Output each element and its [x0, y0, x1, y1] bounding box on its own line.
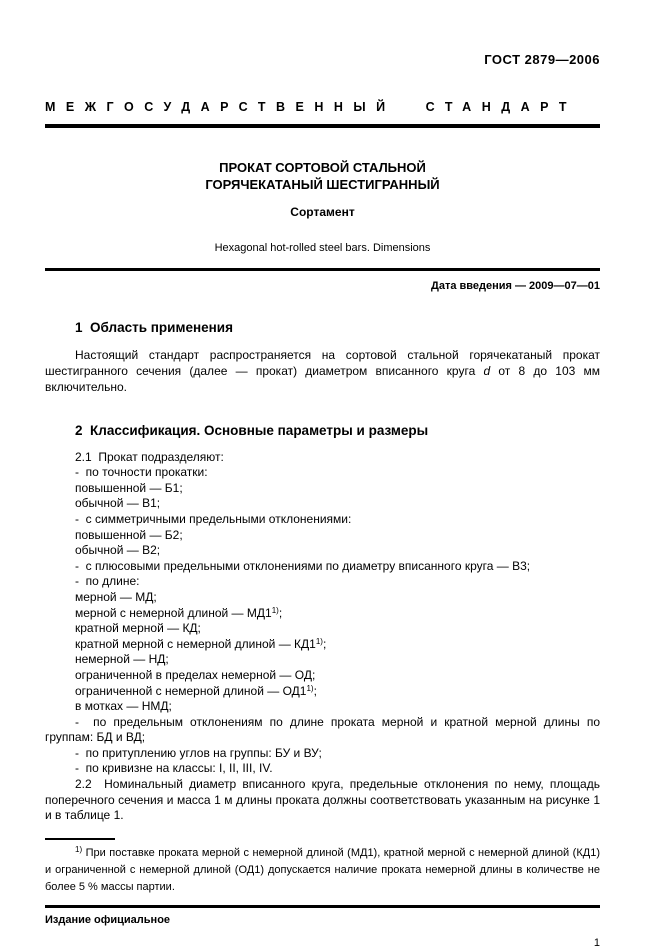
footnote-reference: 1)	[315, 636, 323, 646]
footnote-reference: 1)	[306, 683, 314, 693]
title-block	[45, 159, 600, 255]
footnote-marker: 1)	[75, 844, 83, 854]
effective-date: Дата введения — 2009—07—01	[431, 280, 600, 292]
list-item: - по длине:	[75, 574, 140, 589]
list-item: ограниченной с немерной длиной — ОД1$^{1)}$;	[75, 683, 317, 698]
list-item: кратной мерной — КД;	[75, 621, 201, 636]
list-item: обычной — В2;	[75, 543, 161, 558]
list-item: 2.1 Прокат подразделяют:	[75, 449, 224, 464]
footer-divider-rule	[45, 905, 600, 908]
document-subtitle-english: Hexagonal hot-rolled steel bars. Dimensions	[214, 242, 431, 254]
section2-paragraph-22: 2.2 Номинальный диаметр вписанного круга, предельные отклонения по нему, площадь поперечного сечения и масса 1 м длины проката должны соответствовать указанным на рисунке 1 и в таблице 1.	[45, 777, 600, 823]
page-number: 1	[593, 936, 600, 949]
header-divider-rule	[45, 124, 600, 128]
section1-paragraph-before: Настоящий стандарт распространяется на сортовой стальной горячекатаный прокат шестигранного сечения (далее — прокат) диаметром вписанного круга	[45, 348, 600, 379]
list-item: - по притуплению углов на группы: БУ и ВУ;	[75, 745, 322, 760]
standard-type-label: МЕЖГОСУДАРСТВЕННЫЙ СТАНДАРТ	[45, 100, 577, 114]
list-item: повышенной — Б2;	[75, 527, 183, 542]
list-item: мерной — МД;	[75, 589, 157, 604]
list-item: - по предельным отклонениям по длине проката мерной и кратной мерной длины по группам: БД и ВД;	[45, 714, 600, 745]
document-title-line2: ГОРЯЧЕКАТАНЫЙ ШЕСТИГРАННЫЙ	[205, 177, 440, 192]
mid-divider-rule	[45, 268, 600, 271]
section1-paragraph	[45, 347, 600, 396]
list-item: кратной мерной с немерной длиной — КД1$^{1)}$;	[75, 636, 327, 651]
section1-heading: 1 Область применения	[75, 320, 233, 335]
document-subtitle: Сортамент	[290, 205, 355, 219]
footnote-reference: 1)	[271, 605, 279, 615]
document-title-line1: ПРОКАТ СОРТОВОЙ СТАЛЬНОЙ	[219, 160, 426, 175]
footnote-divider-rule	[45, 838, 115, 840]
section1-paragraph-after: от 8 до 103 мм включительно.	[45, 364, 601, 395]
list-item: ограниченной в пределах немерной — ОД;	[75, 667, 316, 682]
official-edition-label: Издание официальное	[45, 913, 171, 926]
list-item: повышенной — Б1;	[75, 480, 183, 495]
list-item: мерной с немерной длиной — МД1$^{1)}$;	[75, 605, 283, 620]
list-item: немерной — НД;	[75, 652, 169, 667]
document-title	[45, 159, 600, 193]
list-item: - с плюсовыми предельными отклонениями по диаметру вписанного круга — В3;	[75, 558, 531, 573]
doc-code: ГОСТ 2879—2006	[484, 52, 600, 67]
list-item: - с симметричными предельными отклонениями:	[75, 511, 352, 526]
classification-list	[45, 450, 600, 824]
list-item: обычной — В1;	[75, 496, 161, 511]
section2-heading: 2 Классификация. Основные параметры и размеры	[75, 422, 429, 438]
diameter-variable: d	[483, 364, 491, 379]
footnote-text: При поставке проката мерной с немерной длиной (МД1), кратной мерной с немерной длиной (КД1) и ограниченной с немерной длиной (ОД1) допускается наличие проката немерной длины в количестве не более 5 % массы партии.	[45, 846, 600, 893]
list-item: в мотках — НМД;	[75, 699, 172, 714]
list-item: - по точности прокатки:	[75, 465, 208, 480]
footnote	[45, 845, 600, 896]
list-item: - по кривизне на классы: I, II, III, IV.	[75, 761, 273, 776]
